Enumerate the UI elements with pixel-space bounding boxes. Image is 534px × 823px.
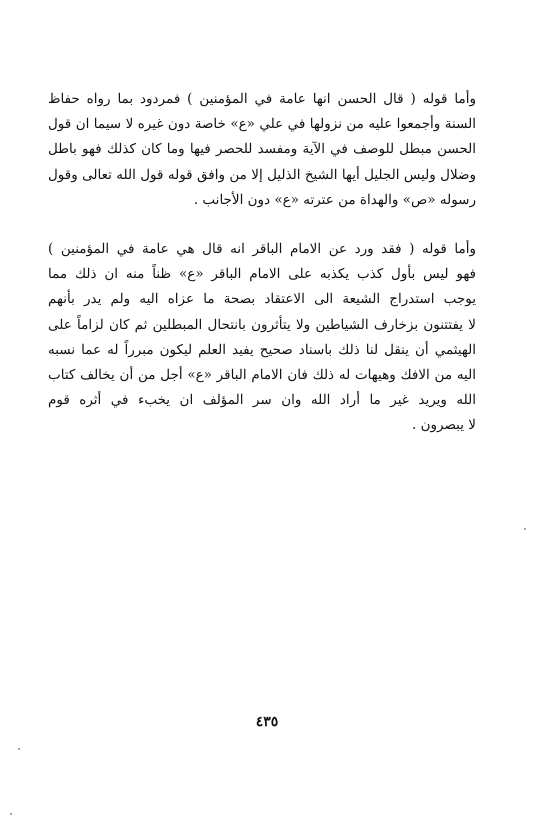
page-number: ٤٣٥ xyxy=(255,714,279,730)
text-line: الحسن مبطل للوصف في الآية ومفسد للحصر فيها وما كان كذلك فهو باطل xyxy=(48,141,476,158)
scan-speck xyxy=(18,748,20,750)
text-line: رسوله «ص» والهداة من عترته «ع» دون الأجانب . xyxy=(193,191,476,208)
scan-speck xyxy=(524,528,526,530)
text-line: لا يبصرون . xyxy=(412,417,476,434)
text-line: الله ويريد غير ما أراد الله وان سر المؤلف ان يخبء في أثره قوم xyxy=(48,392,476,409)
text-line: اليه من الافك وهيهات له ذلك فان الامام الباقر «ع» أجل من أن يخالف كتاب xyxy=(48,367,476,384)
text-line: فهو ليس بأول كذب يكذبه على الامام الباقر «ع» ظناً منه ان ذلك مما xyxy=(48,266,476,283)
text-line: الهيثمي أن ينقل لنا ذلك باسناد صحيح يفيد العلم ليكون مبرراً له عما نسبه xyxy=(48,341,476,358)
text-line: وأما قوله ( قال الحسن انها عامة في المؤمنين ) فمردود بما رواه حفاظ xyxy=(48,91,476,107)
text-line: يوجب استدراج الشيعة الى الاعتقاد بصحة ما عزاه اليه ولم يدر بأنهم xyxy=(48,291,476,308)
paragraph-2 xyxy=(48,237,476,439)
text-line: السنة وأجمعوا عليه من نزولها في علي «ع» خاصة دون غيره لا سيما ان قول xyxy=(48,116,476,133)
paragraph-1 xyxy=(48,87,476,213)
text-line: وضلال وليس الجليل أيها الشيخ الذليل إلا من وافق قوله قول الله تعالى وقول xyxy=(48,166,476,183)
scan-speck xyxy=(10,813,12,815)
text-line: لا يفتتنون بزخارف الشياطين ولا يتأثرون بانتحال المبطلين ثم كان لزاماً على xyxy=(48,316,476,333)
text-line: وأما قوله ( فقد ورد عن الامام الباقر انه قال هي عامة في المؤمنين ) xyxy=(48,241,476,257)
